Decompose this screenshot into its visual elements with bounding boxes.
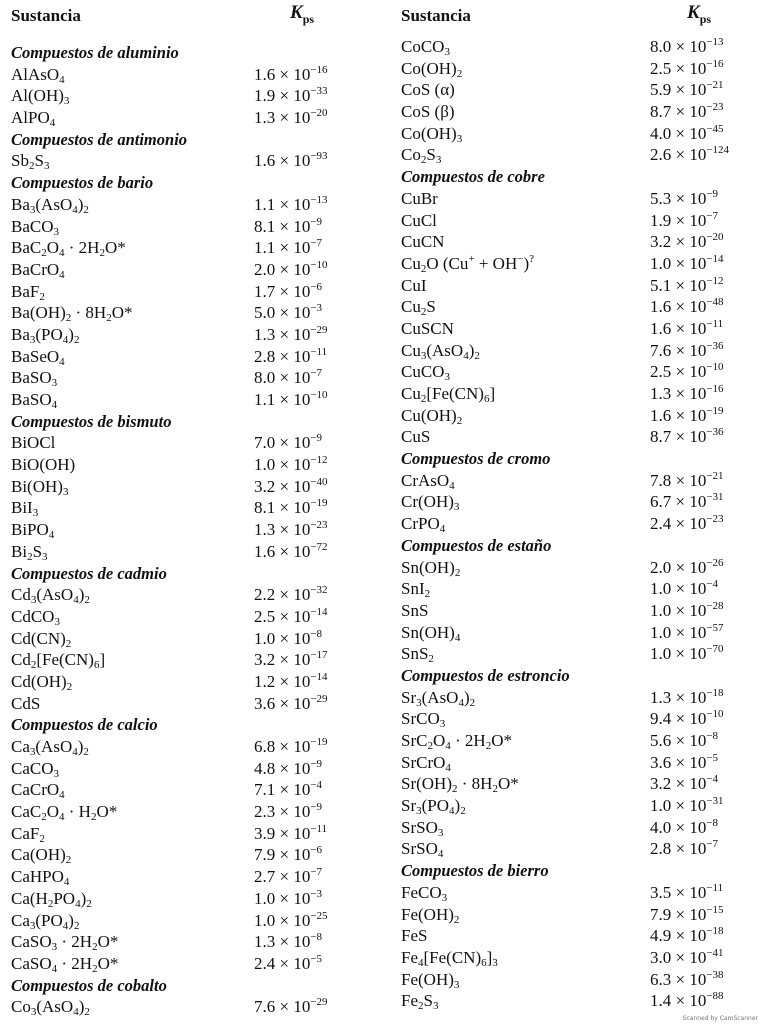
substance-formula: BiPO$_4$ [11,520,55,542]
kps-value: $4.9 \times 10^{-18}$ [650,925,724,946]
kps-value: $5.9 \times 10^{-21}$ [650,79,724,100]
table-row [11,844,361,866]
substance-formula: $Ca(H_2PO_4)_2$ [11,888,92,910]
substance-formula: $CaC_2O_4 \cdot H_2O*$ [11,802,118,824]
substance-formula: SnI$_2$ [401,579,431,601]
kps-value: $4.0 \times 10^{-8}$ [650,816,719,837]
kps-value: $1.0 \times 10^{-14}$ [650,252,724,273]
substance-formula: BaSeO$_4$ [11,346,65,368]
table-row [11,497,361,519]
kps-value: $1.3 \times 10^{-16}$ [650,383,724,403]
table-row [401,817,761,839]
substance-formula: $Ba(OH)_2 \cdot 8H_2O*$ [11,303,133,325]
table-row [401,795,761,817]
kps-value: $1.0 \times 10^{-3}$ [254,887,323,908]
kps-value: $1.6 \times 10^{-16}$ [254,63,328,84]
left-column [11,0,361,1018]
section-heading: Compuestos de estroncio [401,665,570,685]
kps-value: $1.0 \times 10^{-28}$ [650,599,724,620]
kps-value: $1.7 \times 10^{-6}$ [254,280,323,301]
substance-formula: CaCrO$_4$ [11,780,65,802]
kps-value: $6.3 \times 10^{-38}$ [650,968,724,989]
substance-formula: $Co_3(AsO_4)_2$ [11,997,90,1019]
kps-value: $1.0 \times 10^{-12}$ [254,454,328,475]
substance-formula: SrSO$_4$ [401,839,444,861]
kps-value: $8.1 \times 10^{-9}$ [254,215,323,236]
kps-value: $1.3 \times 10^{-20}$ [254,107,328,128]
kps-value: $2.0 \times 10^{-10}$ [254,258,328,279]
kps-value: $1.6 \times 10^{-72}$ [254,540,328,561]
table-row [401,947,761,969]
section-heading: Compuestos de cobalto [11,975,167,995]
kps-value: $7.6 \times 10^{-29}$ [254,996,328,1017]
kps-value: $3.6 \times 10^{-29}$ [254,692,328,713]
table-row [11,389,361,411]
substance-formula: $Cd_3(AsO_4)_2$ [11,585,90,607]
table-row [401,643,761,665]
table-row [401,622,761,644]
table-row [11,606,361,628]
substance-formula: CdCO$_3$ [11,606,60,628]
table-row [401,296,761,318]
substance-formula: $Bi(OH)_3$ [11,476,69,498]
substance-formula: $Sr(OH)_2 \cdot 8H_2O*$ [401,774,519,796]
table-row [11,432,361,454]
table-row [401,838,761,860]
substance-formula: $Cd(OH)_2$ [11,671,73,693]
substance-formula: CaF$_2$ [11,823,45,845]
kps-value: $5.1 \times 10^{-12}$ [650,274,724,295]
table-row [401,231,761,253]
kps-value: $2.5 \times 10^{-10}$ [650,361,724,382]
substance-formula: CrPO$_4$ [401,514,446,536]
kps-value: $5.6 \times 10^{-8}$ [650,730,719,750]
kps-value: $3.2 \times 10^{-20}$ [650,231,724,252]
substance-formula: $SrC_2O_4 \cdot 2H_2O*$ [401,731,512,752]
table-row [11,302,361,324]
table-row [11,194,361,216]
kps-value: $1.6 \times 10^{-48}$ [650,296,724,317]
substance-formula: $Co(OH)_2$ [401,58,463,80]
substance-formula: SrSO$_3$ [401,817,444,839]
substance-formula: BiO(OH) [11,455,76,475]
table-row [11,281,361,303]
table-row [11,454,361,476]
substance-formula: $Ca(OH)_2$ [11,845,72,867]
kps-value: $3.2 \times 10^{-40}$ [254,475,328,496]
kps-value: $1.0 \times 10^{-25}$ [254,909,328,930]
substance-formula: $Cu_3(AsO_4)_2$ [401,340,480,362]
kps-value: $3.6 \times 10^{-5}$ [650,751,719,772]
kps-value: $8.7 \times 10^{-23}$ [650,101,724,122]
table-row [401,361,761,383]
kps-value: $2.4 \times 10^{-23}$ [650,513,724,534]
substance-formula: $Sr_3(AsO_4)_2$ [401,687,476,709]
kps-value: $2.2 \times 10^{-32}$ [254,584,328,605]
table-row [401,600,761,622]
table-row [11,801,361,823]
kps-value: $7.9 \times 10^{-15}$ [650,903,724,924]
substance-formula: AlAsO$_4$ [11,64,65,86]
table-row [401,275,761,297]
right-column [401,0,761,1012]
header-kps: $K_{ps}$ [290,2,315,26]
kps-value: $5.0 \times 10^{-3}$ [254,302,323,323]
table-row [11,628,361,650]
section-heading: Compuestos de bierro [401,861,549,881]
substance-formula: CaHPO$_4$ [11,867,70,889]
kps-value: $9.4 \times 10^{-10}$ [650,708,724,729]
header-sustancia: Sustancia [11,6,81,25]
table-row [11,584,361,606]
table-row [401,36,761,58]
substance-formula: CuI [401,275,427,295]
table-row [11,931,361,953]
kps-value: $6.8 \times 10^{-19}$ [254,736,328,756]
kps-value: $1.6 \times 10^{-11}$ [650,317,724,338]
kps-value: $2.7 \times 10^{-7}$ [254,866,323,887]
table-row [11,671,361,693]
kps-value: $1.6 \times 10^{-93}$ [254,150,328,171]
table-row [11,888,361,910]
table-row [401,210,761,232]
substance-formula: CrAsO$_4$ [401,470,455,492]
table-row [401,253,761,275]
substance-formula: $Co(OH)_3$ [401,123,463,145]
kps-value: $8.1 \times 10^{-19}$ [254,497,328,518]
table-row [401,708,761,730]
substance-formula: CaSO$_4$ · $2H_2O*$ [11,953,119,975]
substance-formula: CoS (α) [401,80,455,100]
section-heading: Compuestos de calcio [11,715,158,735]
substance-formula: $Cu_2S$ [401,297,436,319]
substance-formula: CuBr [401,188,438,208]
kps-value: $4.8 \times 10^{-9}$ [254,757,323,778]
table-row [11,541,361,563]
substance-formula: AlPO$_4$ [11,108,56,130]
table-row [11,953,361,975]
substance-formula: CaCO$_3$ [11,758,59,780]
table-row [401,491,761,513]
table-row [401,318,761,340]
table-row [11,476,361,498]
table-row [11,150,361,172]
substance-formula: $Ca_3(AsO_4)_2$ [11,737,89,758]
table-row [401,426,761,448]
substance-formula: $Ba_3(AsO_4)_2$ [11,194,89,216]
kps-value: $7.1 \times 10^{-4}$ [254,779,323,800]
substance-formula: BaSO$_3$ [11,368,58,390]
table-row [11,693,361,715]
table-row [11,346,361,368]
kps-value: $6.7 \times 10^{-31}$ [650,491,724,512]
substance-formula: CuCO$_3$ [401,362,450,384]
table-row [11,736,361,758]
kps-value: $1.1 \times 10^{-7}$ [254,237,323,258]
table-row [401,882,761,904]
substance-formula: $Cd_2[Fe(CN)_6]$ [11,650,106,672]
table-row [401,79,761,101]
section-heading: Compuestos de antimonio [11,129,188,149]
kps-value: $1.0 \times 10^{-8}$ [254,627,323,648]
substance-formula: BaCrO$_4$ [11,259,65,281]
kps-value: $1.4 \times 10^{-88}$ [650,990,724,1011]
substance-formula: $Cd(CN)_2$ [11,628,72,650]
kps-value: $4.0 \times 10^{-45}$ [650,122,724,143]
kps-value: $2.8 \times 10^{-11}$ [254,345,328,366]
substance-formula: FeS [401,926,428,946]
kps-value: $8.0 \times 10^{-13}$ [650,36,724,56]
kps-value: $2.8 \times 10^{-7}$ [650,838,719,859]
substance-formula: $Fe_4[Fe(CN)_6]_3$ [401,947,498,969]
substance-formula: $Al(OH)_3$ [11,86,70,108]
table-row [401,405,761,427]
substance-formula: $Sr_3(PO_4)_2$ [401,796,466,818]
substance-formula: CuCN [401,232,445,252]
table-row [401,123,761,145]
kps-value: $1.0 \times 10^{-57}$ [650,621,724,642]
section-heading: Compuestos de cromo [401,449,551,469]
table-row [401,687,761,709]
kps-value: $1.6 \times 10^{-19}$ [650,404,724,425]
table-row [11,910,361,932]
left-table-body [11,42,361,1018]
substance-formula: $Co_2S_3$ [401,145,442,167]
table-row [11,64,361,86]
kps-value: $7.9 \times 10^{-6}$ [254,844,323,865]
table-row [401,101,761,123]
substance-formula: $Cr(OH)_3$ [401,492,460,514]
substance-formula: BaCO$_3$ [11,216,59,238]
substance-formula: $Ba_3(PO_4)_2$ [11,324,80,346]
kps-value: $1.9 \times 10^{-33}$ [254,85,328,106]
table-row [401,188,761,210]
substance-formula: CdS [11,693,41,713]
substance-formula: $Fe(OH)_2$ [401,904,460,926]
kps-value: $3.9 \times 10^{-11}$ [254,822,328,843]
kps-value: $1.3 \times 10^{-29}$ [254,323,328,344]
header-kps: $K_{ps}$ [687,2,712,26]
kps-value: $3.2 \times 10^{-17}$ [254,649,328,670]
table-row [401,513,761,535]
table-row [401,730,761,752]
substance-formula: BaF$_2$ [11,281,45,303]
substance-formula: $Bi_2S_3$ [11,541,48,563]
scanner-watermark: Scanned by CamScanner [682,1015,758,1022]
substance-formula: $Cu_2O$ (Cu+ + OH−)? [401,252,535,275]
kps-value: $8.7 \times 10^{-36}$ [650,426,724,447]
kps-value: $7.8 \times 10^{-21}$ [650,469,724,490]
substance-formula: $BaC_2O_4 \cdot 2H_2O*$ [11,238,126,260]
section-heading: Compuestos de aluminio [11,43,179,62]
kps-value: $1.3 \times 10^{-23}$ [254,519,328,540]
section-heading: Compuestos de cadmio [11,563,167,583]
kps-value: $7.0 \times 10^{-9}$ [254,432,323,453]
table-row [11,216,361,238]
substance-formula: FeCO$_3$ [401,882,448,904]
substance-formula: $Fe(OH)_3$ [401,969,460,991]
table-row [401,58,761,80]
kps-value: $1.3 \times 10^{-8}$ [254,931,323,952]
kps-value: $2.5 \times 10^{-14}$ [254,605,328,626]
substance-formula: $Sn(OH)_2$ [401,557,461,579]
substance-formula: $Ca_3(PO_4)_2$ [11,910,80,932]
table-row [11,367,361,389]
substance-formula: CoCO$_3$ [401,37,450,58]
table-row [11,259,361,281]
header-sustancia: Sustancia [401,6,471,25]
kps-value: $1.2 \times 10^{-14}$ [254,670,328,691]
section-heading: Compuestos de estaño [401,535,552,555]
substance-formula: $Fe_2S_3$ [401,991,439,1013]
table-row [401,752,761,774]
table-row [11,996,361,1018]
kps-value: $2.4 \times 10^{-5}$ [254,952,323,973]
kps-value: $1.0 \times 10^{-31}$ [650,795,724,816]
kps-value: $3.2 \times 10^{-4}$ [650,773,719,794]
substance-formula: BiI$_3$ [11,498,39,520]
table-row [401,578,761,600]
section-heading: Compuestos de bismuto [11,411,172,431]
table-header [11,0,361,36]
table-row [11,107,361,129]
substance-formula: CoS (β) [401,102,455,122]
kps-value: $1.1 \times 10^{-13}$ [254,193,328,214]
table-row [401,773,761,795]
substance-formula: SnS [401,600,429,620]
table-row [401,969,761,991]
substance-formula: $Sb_2S_3$ [11,151,50,173]
substance-formula: BiOCl [11,433,56,453]
substance-formula: $Sn(OH)_4$ [401,622,461,644]
table-row [401,144,761,166]
kps-value: $1.1 \times 10^{-10}$ [254,389,328,409]
table-row [401,340,761,362]
kps-value: $2.6 \times 10^{-124}$ [650,144,730,165]
kps-value: $1.0 \times 10^{-4}$ [650,578,719,599]
table-row [11,758,361,780]
table-row [401,557,761,579]
kps-value: $3.0 \times 10^{-41}$ [650,946,724,967]
substance-formula: $Cu_2[Fe(CN)_6]$ [401,384,496,405]
substance-formula: CaSO$_3$ · $2H_2O*$ [11,932,119,954]
table-row [11,779,361,801]
substance-formula: CuCl [401,210,437,230]
table-row [11,237,361,259]
kps-value: $5.3 \times 10^{-9}$ [650,187,719,208]
substance-formula: BaSO$_4$ [11,390,58,411]
table-row [11,519,361,541]
table-row [11,649,361,671]
kps-value: $1.0 \times 10^{-70}$ [650,643,724,664]
right-table-body [401,36,761,1012]
kps-value: $7.6 \times 10^{-36}$ [650,339,724,360]
substance-formula: SrCrO$_4$ [401,752,451,774]
section-heading: Compuestos de bario [11,173,154,193]
table-row [11,823,361,845]
table-row [11,85,361,107]
table-row [401,904,761,926]
table-row [401,990,761,1012]
substance-formula: CuS [401,427,431,447]
table-row [401,383,761,405]
kps-value: $2.3 \times 10^{-9}$ [254,801,323,822]
kps-value: $2.0 \times 10^{-26}$ [650,556,724,577]
kps-value: $1.3 \times 10^{-18}$ [650,686,724,707]
table-row [11,324,361,346]
table-header [401,0,761,36]
section-heading: Compuestos de cobre [401,167,545,187]
table-row [11,866,361,888]
substance-formula: SnS$_2$ [401,644,434,666]
kps-value: $8.0 \times 10^{-7}$ [254,367,323,388]
kps-value: $1.9 \times 10^{-7}$ [650,209,719,230]
substance-formula: $Cu(OH)_2$ [401,405,463,427]
table-row [401,925,761,947]
substance-formula: CuSCN [401,318,454,338]
kps-value: $2.5 \times 10^{-16}$ [650,57,724,78]
table-row [401,470,761,492]
substance-formula: SrCO$_3$ [401,709,446,731]
kps-value: $3.5 \times 10^{-11}$ [650,881,724,902]
